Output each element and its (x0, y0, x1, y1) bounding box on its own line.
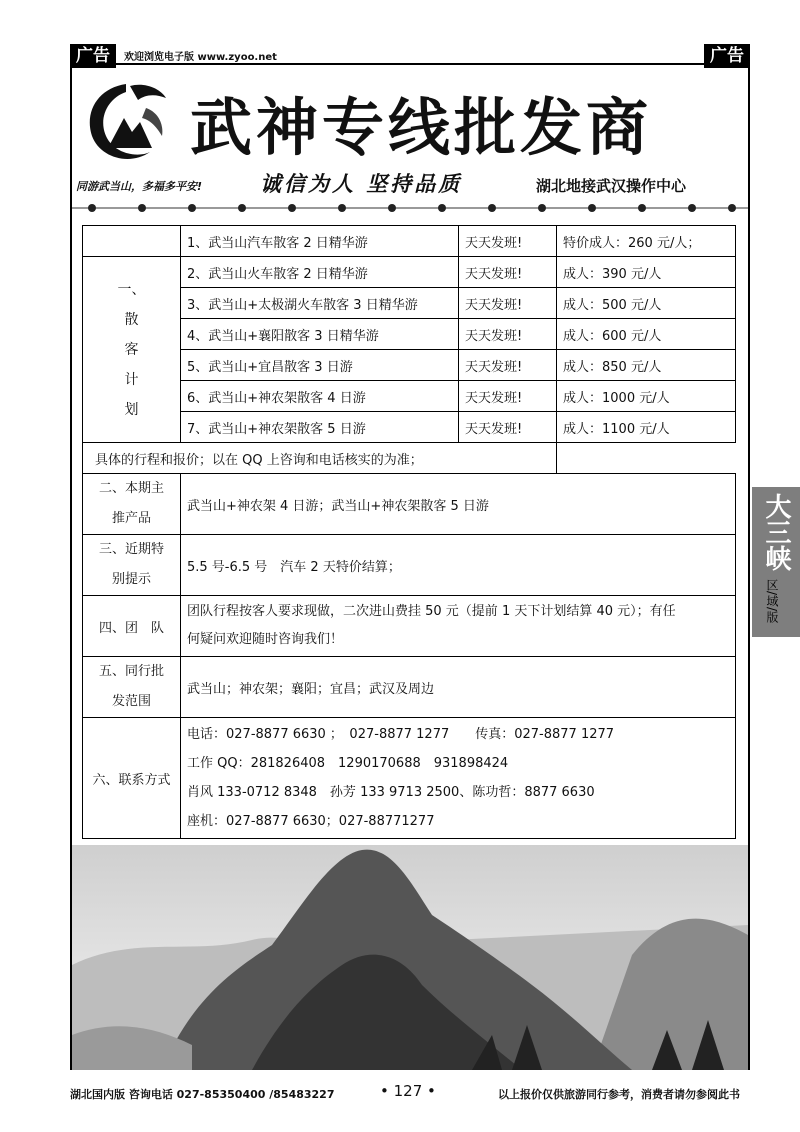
contact-content (181, 718, 736, 839)
ad-tag-right: 广告 (704, 44, 750, 68)
slogan-center: 诚信为人 坚持品质 (260, 171, 463, 196)
ornament-divider (72, 198, 748, 218)
slogan-right: 湖北地接武汉操作中心 (536, 177, 687, 195)
route-price: 成人：390 元/人 (557, 257, 736, 288)
banner-title: 武神专线批发商 (190, 91, 653, 164)
route-name: 1、武当山汽车散客 2 日精华游 (181, 226, 459, 257)
table-row (83, 535, 736, 596)
site-text: 欢迎浏览电子版 www.zyoo.net (124, 52, 277, 63)
contact-line: 座机：027-8877 6630；027-88771277 (187, 814, 435, 829)
route-price: 成人：850 元/人 (557, 350, 736, 381)
table-row (83, 718, 736, 839)
side-tab-big: 大三峡 (761, 493, 791, 571)
route-schedule: 天天发班! (459, 381, 557, 412)
table-row (83, 319, 736, 350)
sanke-label: 一、 散 客 计 划 (83, 257, 181, 443)
group-label: 四、团 队 (83, 596, 181, 657)
route-name: 3、武当山+太极湖火车散客 3 日精华游 (181, 288, 459, 319)
sanke-note: 具体的行程和报价；以在 QQ 上咨询和电话核实的为准； (83, 443, 557, 474)
route-schedule: 天天发班! (459, 226, 557, 257)
route-schedule: 天天发班! (459, 288, 557, 319)
route-name: 2、武当山火车散客 2 日精华游 (181, 257, 459, 288)
contact-line: 工作 QQ：281826408 1290170688 931898424 (187, 756, 509, 771)
region-side-tab (752, 487, 800, 637)
route-table (82, 225, 736, 839)
route-name: 6、武当山+神农架散客 4 日游 (181, 381, 459, 412)
slogan-left: 同游武当山，多福多平安! (76, 180, 203, 193)
featured-content: 武当山+神农架 4 日游；武当山+神农架散客 5 日游 (181, 474, 736, 535)
table-row (83, 657, 736, 718)
route-name: 4、武当山+襄阳散客 3 日精华游 (181, 319, 459, 350)
route-name: 7、武当山+神农架散客 5 日游 (181, 412, 459, 443)
route-price: 成人：600 元/人 (557, 319, 736, 350)
table-row (83, 443, 736, 474)
contact-line: 电话：027-8877 6630 ； 027-8877 1277 传真：027-8877 1277 (187, 727, 615, 742)
route-schedule: 天天发班! (459, 257, 557, 288)
side-tab-small: 区/域/版 (765, 579, 779, 624)
contact-line: 肖风 133-0712 8348 孙芳 133 9713 2500、陈功哲：8877 6630 (187, 785, 595, 800)
route-price: 特价成人：260 元/人； (557, 226, 736, 257)
scope-label: 五、同行批 发范围 (83, 657, 181, 718)
blank-cell (83, 226, 181, 257)
table-row (83, 381, 736, 412)
table-row (83, 596, 736, 657)
route-schedule: 天天发班! (459, 412, 557, 443)
route-price: 成人：500 元/人 (557, 288, 736, 319)
route-price: 成人：1000 元/人 (557, 381, 736, 412)
group-content: 团队行程按客人要求现做，二次进山费挂 50 元（提前 1 天下计划结算 40 元）；有任 何疑问欢迎随时咨询我们！ (181, 596, 736, 657)
table-row (83, 257, 736, 288)
route-name: 5、武当山+宜昌散客 3 日游 (181, 350, 459, 381)
scope-content: 武当山；神农架；襄阳；宜昌；武汉及周边 (181, 657, 736, 718)
featured-label: 二、本期主 推产品 (83, 474, 181, 535)
mountain-photo (72, 845, 748, 1070)
table-row (83, 226, 736, 257)
contact-label: 六、联系方式 (83, 718, 181, 839)
footer-right: 以上报价仅供旅游同行参考，消费者请勿参阅此书 (498, 1088, 740, 1101)
table-row (83, 412, 736, 443)
route-price: 成人：1100 元/人 (557, 412, 736, 443)
table-row (83, 350, 736, 381)
page-number: • 127 • (380, 1082, 436, 1100)
dragon-logo (78, 78, 174, 170)
table-row (83, 288, 736, 319)
footer-left: 湖北国内版 咨询电话 027-85350400 /85483227 (70, 1088, 335, 1101)
route-schedule: 天天发班! (459, 350, 557, 381)
notice-label: 三、近期特 别提示 (83, 535, 181, 596)
route-schedule: 天天发班! (459, 319, 557, 350)
table-row (83, 474, 736, 535)
ad-tag-left: 广告 (70, 44, 116, 68)
notice-content: 5.5 号-6.5 号 汽车 2 天特价结算； (181, 535, 736, 596)
